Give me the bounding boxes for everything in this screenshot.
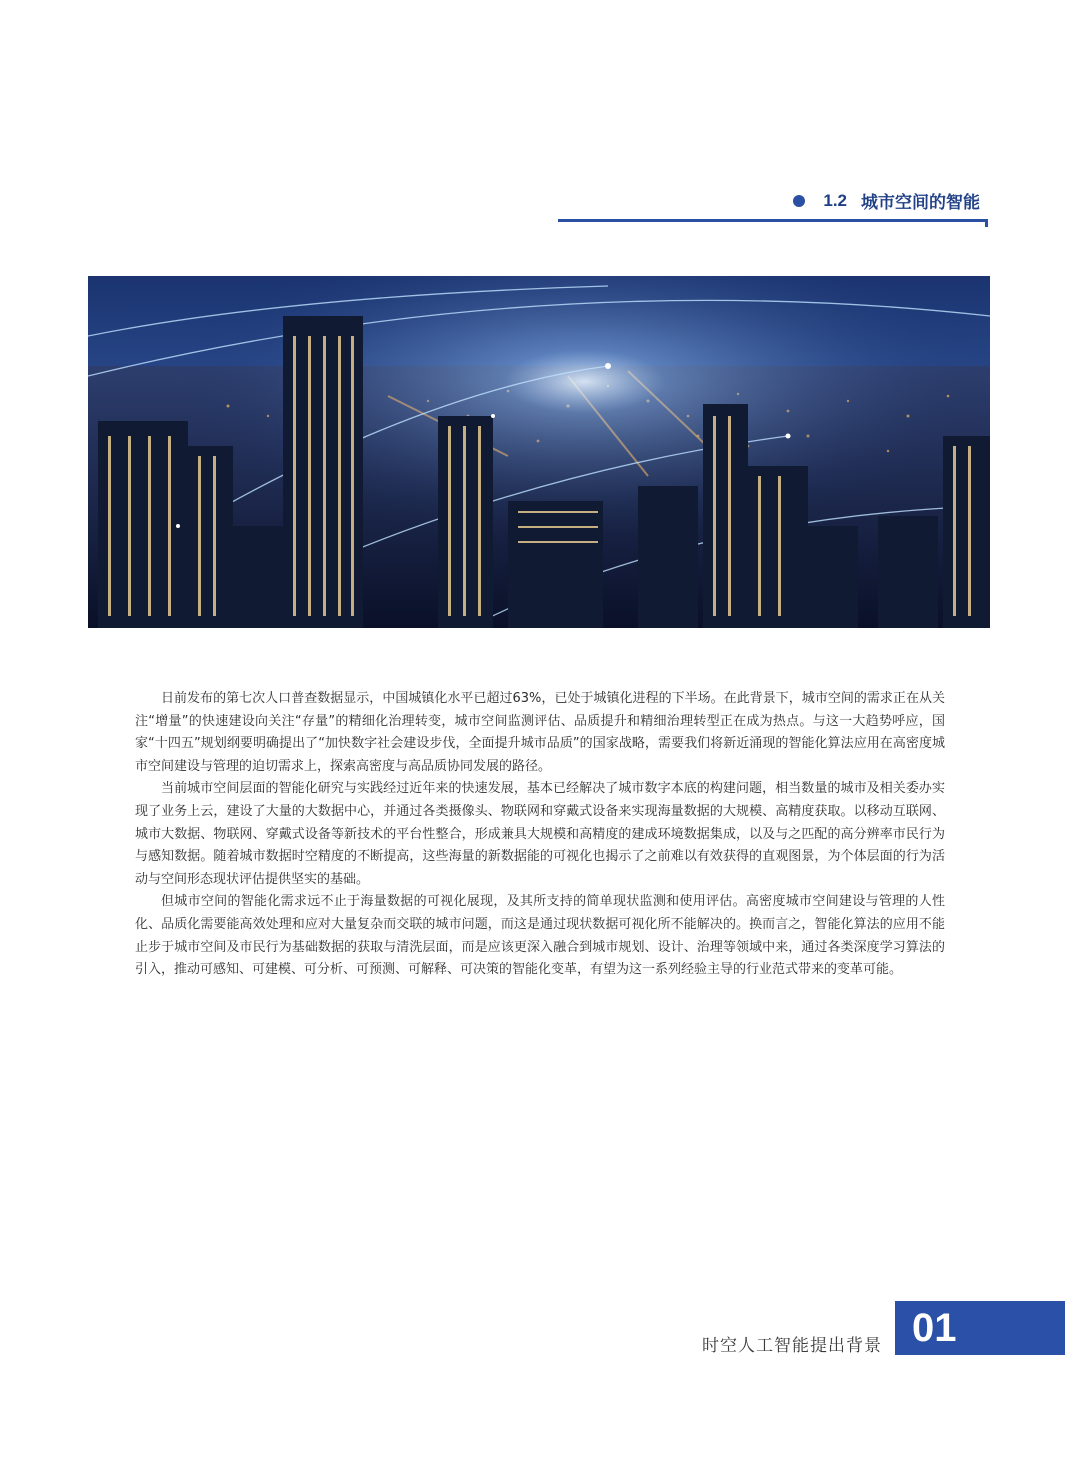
paragraph: 日前发布的第七次人口普查数据显示，中国城镇化水平已超过63%，已处于城镇化进程的下半场。在此背景下，城市空间的需求正在从关注“增量”的快速建设向关注“存量”的精细化治理转变，城市空间监测评估、品质提升和精细治理转型正在成为热点。与这一大趋势呼应，国家“十四五”规划纲要明确提出了“加快数字社会建设步伐，全面提升城市品质”的国家战略，需要我们将新近涌现的智能化算法应用在高密度城市空间建设与管理的迫切需求上，探索高密度与高品质协同发展的路径。 [135, 691, 945, 774]
chapter-number: 01 [912, 1306, 957, 1350]
section-header [793, 188, 980, 213]
section-title: 城市空间的智能 [861, 193, 980, 213]
header-divider-tick [985, 219, 988, 227]
bullet-dot-icon [793, 195, 805, 207]
paragraph: 当前城市空间层面的智能化研究与实践经过近年来的快速发展，基本已经解决了城市数字本底的构建问题，相当数量的城市及相关委办实现了业务上云，建设了大量的大数据中心，并通过各类摄像头、物联网和穿戴式设备来实现海量数据的大规模、高精度获取。以移动互联网、城市大数据、物联网、穿戴式设备等新技术的平台性整合，形成兼具大规模和高精度的建成环境数据集成，以及与之匹配的高分辨率市民行为与感知数据。随着城市数据时空精度的不断提高，这些海量的新数据能的可视化也揭示了之前难以有效获得的直观图景，为个体层面的行为活动与空间形态现状评估提供坚实的基础。 [135, 781, 945, 887]
city-night-skyline-image [88, 276, 990, 628]
chapter-title: 时空人工智能提出背景 [702, 1336, 882, 1356]
header-divider [558, 219, 988, 222]
paragraph: 但城市空间的智能化需求远不止于海量数据的可视化展现，及其所支持的简单现状监测和使用评估。高密度城市空间建设与管理的人性化、品质化需要能高效处理和应对大量复杂而交联的城市问题，而这是通过现状数据可视化所不能解决的。换而言之，智能化算法的应用不能止步于城市空间及市民行为基础数据的获取与清洗层面，而是应该更深入融合到城市规划、设计、治理等领域中来，通过各类深度学习算法的引入，推动可感知、可建模、可分析、可预测、可解释、可决策的智能化变革，有望为这一系列经验主导的行业范式带来的变革可能。 [135, 894, 945, 978]
body-text [135, 688, 945, 982]
section-number: 1.2 [823, 190, 847, 210]
